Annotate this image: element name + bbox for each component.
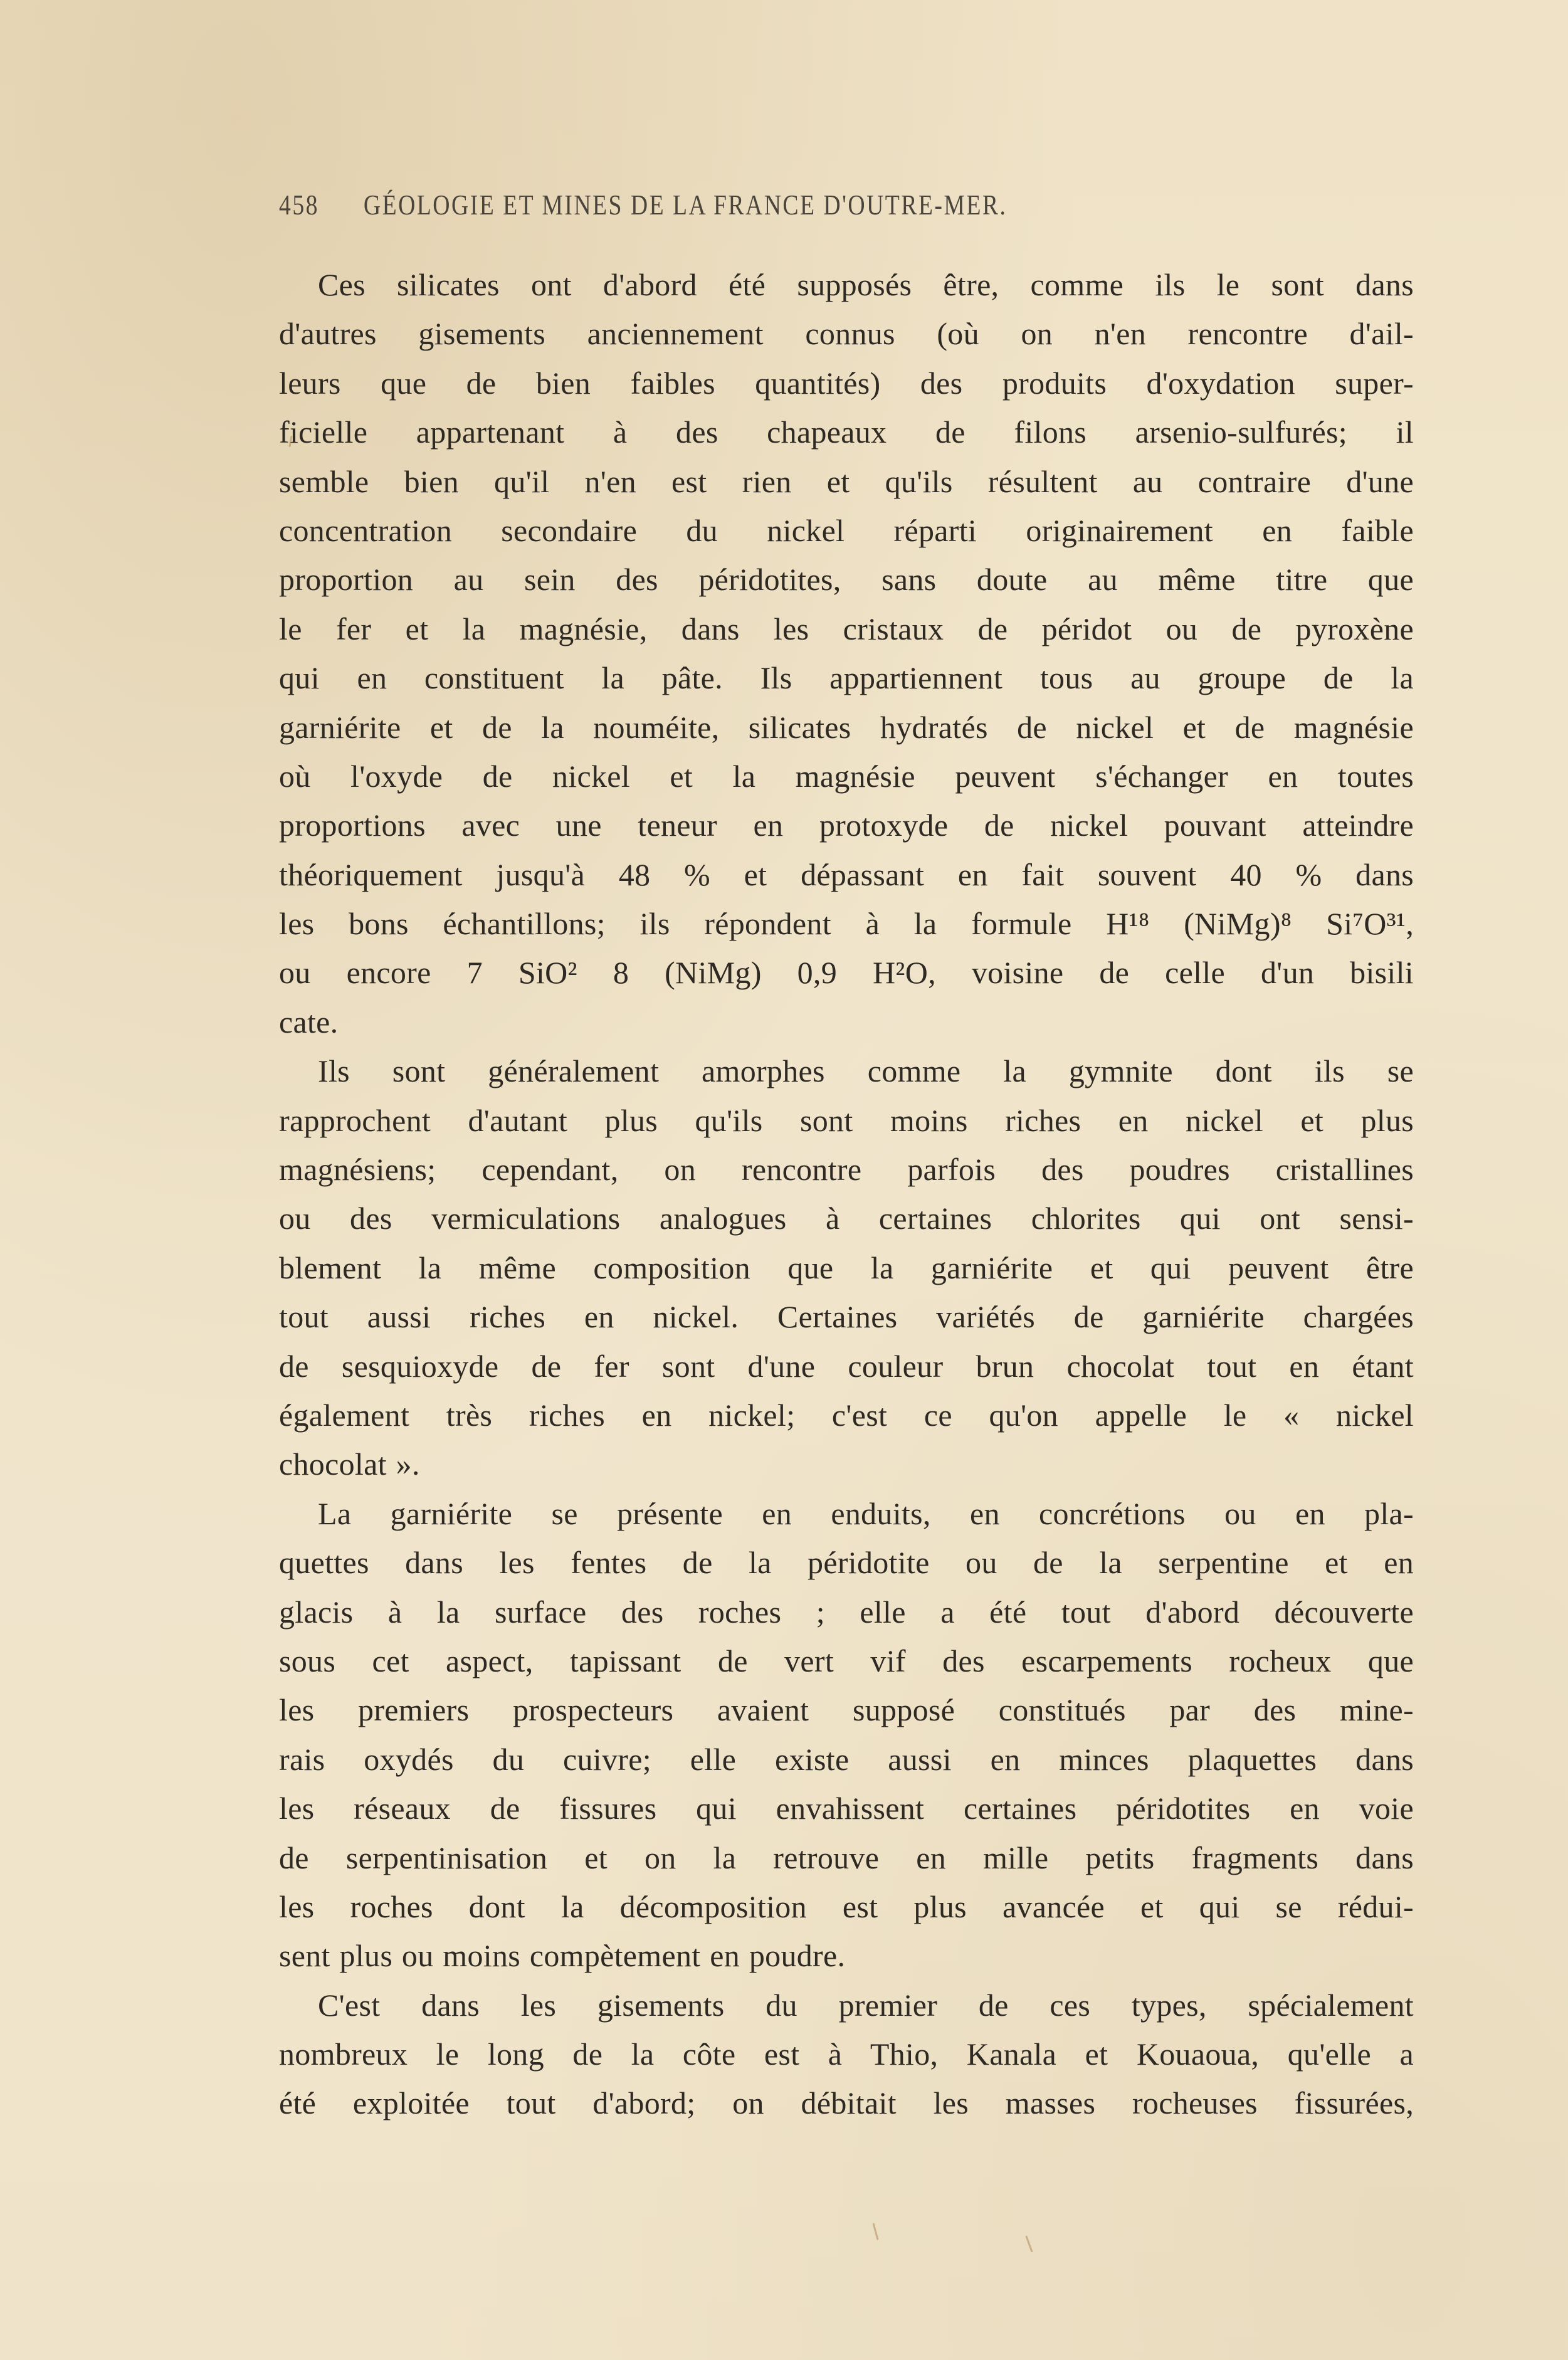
text-line: tout aussi riches en nickel. Certaines variétés de garniérite chargées [279,1299,1414,1335]
text-line: rapprochent d'autant plus qu'ils sont moins riches en nickel et plus [279,1102,1414,1138]
formula-line: ou encore 7 SiO² 8 (NiMg) 0,9 H²O, voisine de celle d'un bisili [279,955,1414,991]
text-line: de sesquioxyde de fer sont d'une couleur brun chocolat tout en étant [279,1348,1414,1384]
text-line: été exploitée tout d'abord; on débitait les masses rocheuses fissurées, [279,2085,1414,2121]
paper-speck [872,2223,878,2240]
text-line: les roches dont la décomposition est plus avancée et qui se rédui- [279,1889,1414,1924]
text-line: chocolat ». [279,1446,420,1482]
paper-speck [1025,2235,1033,2252]
text-line: cate. [279,1004,339,1040]
text-line: les premiers prospecteurs avaient supposé constitués par des mine- [279,1692,1414,1728]
text-line: glacis à la surface des roches ; elle a été tout d'abord découverte [279,1594,1414,1630]
text-line: Ils sont généralement amorphes comme la gymnite dont ils se [318,1053,1414,1089]
text-line: le fer et la magnésie, dans les cristaux de péridot ou de pyroxène [279,611,1414,646]
text-line: qui en constituent la pâte. Ils appartiennent tous au groupe de la [279,660,1414,696]
text-line: sent plus ou moins compètement en poudre. [279,1938,846,1974]
text-line: La garniérite se présente en enduits, en concrétions ou en pla- [318,1495,1414,1531]
text-line: blement la même composition que la garniérite et qui peuvent être [279,1250,1414,1285]
text-line: ou des vermiculations analogues à certaines chlorites qui ont sensi- [279,1201,1414,1236]
body-text [279,260,1414,2128]
text-line: également très riches en nickel; c'est ce qu'on appelle le « nickel [279,1397,1414,1433]
text-line: leurs que de bien faibles quantités) des produits d'oxydation super- [279,365,1414,401]
paragraph [279,1981,1414,2128]
text-line: Ces silicates ont d'abord été supposés être, comme ils le sont dans [318,267,1414,302]
text-line: semble bien qu'il n'en est rien et qu'ils résultent au contraire d'une [279,463,1414,499]
text-line: nombreux le long de la côte est à Thio, Kanala et Kouaoua, qu'elle a [279,2036,1414,2072]
running-header [279,188,1209,226]
text-line: sous cet aspect, tapissant de vert vif des escarpements rocheux que [279,1643,1414,1678]
text-line: rais oxydés du cuivre; elle existe aussi en minces plaquettes dans [279,1741,1414,1777]
text-line: d'autres gisements anciennement connus (où on n'en rencontre d'ail- [279,316,1414,352]
text-line: proportions avec une teneur en protoxyde de nickel pouvant atteindre [279,808,1414,843]
text-line: proportion au sein des péridotites, sans doute au même titre que [279,562,1414,598]
text-line: de serpentinisation et on la retrouve en mille petits fragments dans [279,1840,1414,1875]
formula-line: les bons échantillons; ils répondent à la formule H¹⁸ (NiMg)⁸ Si⁷O³¹, [279,906,1414,942]
page-number: 458 [279,189,319,221]
paragraph [279,1489,1414,1981]
paragraph [279,1046,1414,1489]
running-title: GÉOLOGIE ET MINES DE LA FRANCE D'OUTRE-MER. [363,189,1008,221]
text-line: garniérite et de la nouméite, silicates hydratés de nickel et de magnésie [279,709,1414,745]
text-line: ficielle appartenant à des chapeaux de filons arsenio-sulfurés; il [279,414,1414,450]
text-line: les réseaux de fissures qui envahissent certaines péridotites en voie [279,1791,1414,1826]
text-line: théoriquement jusqu'à 48 % et dépassant en fait souvent 40 % dans [279,856,1414,892]
text-line: concentration secondaire du nickel réparti originairement en faible [279,512,1414,548]
text-line: magnésiens; cependant, on rencontre parfois des poudres cristallines [279,1152,1414,1188]
text-line: où l'oxyde de nickel et la magnésie peuvent s'échanger en toutes [279,758,1414,794]
text-line: quettes dans les fentes de la péridotite ou de la serpentine et en [279,1545,1414,1581]
text-line: C'est dans les gisements du premier de ces types, spécialement [318,1987,1414,2023]
paragraph [279,260,1414,1046]
